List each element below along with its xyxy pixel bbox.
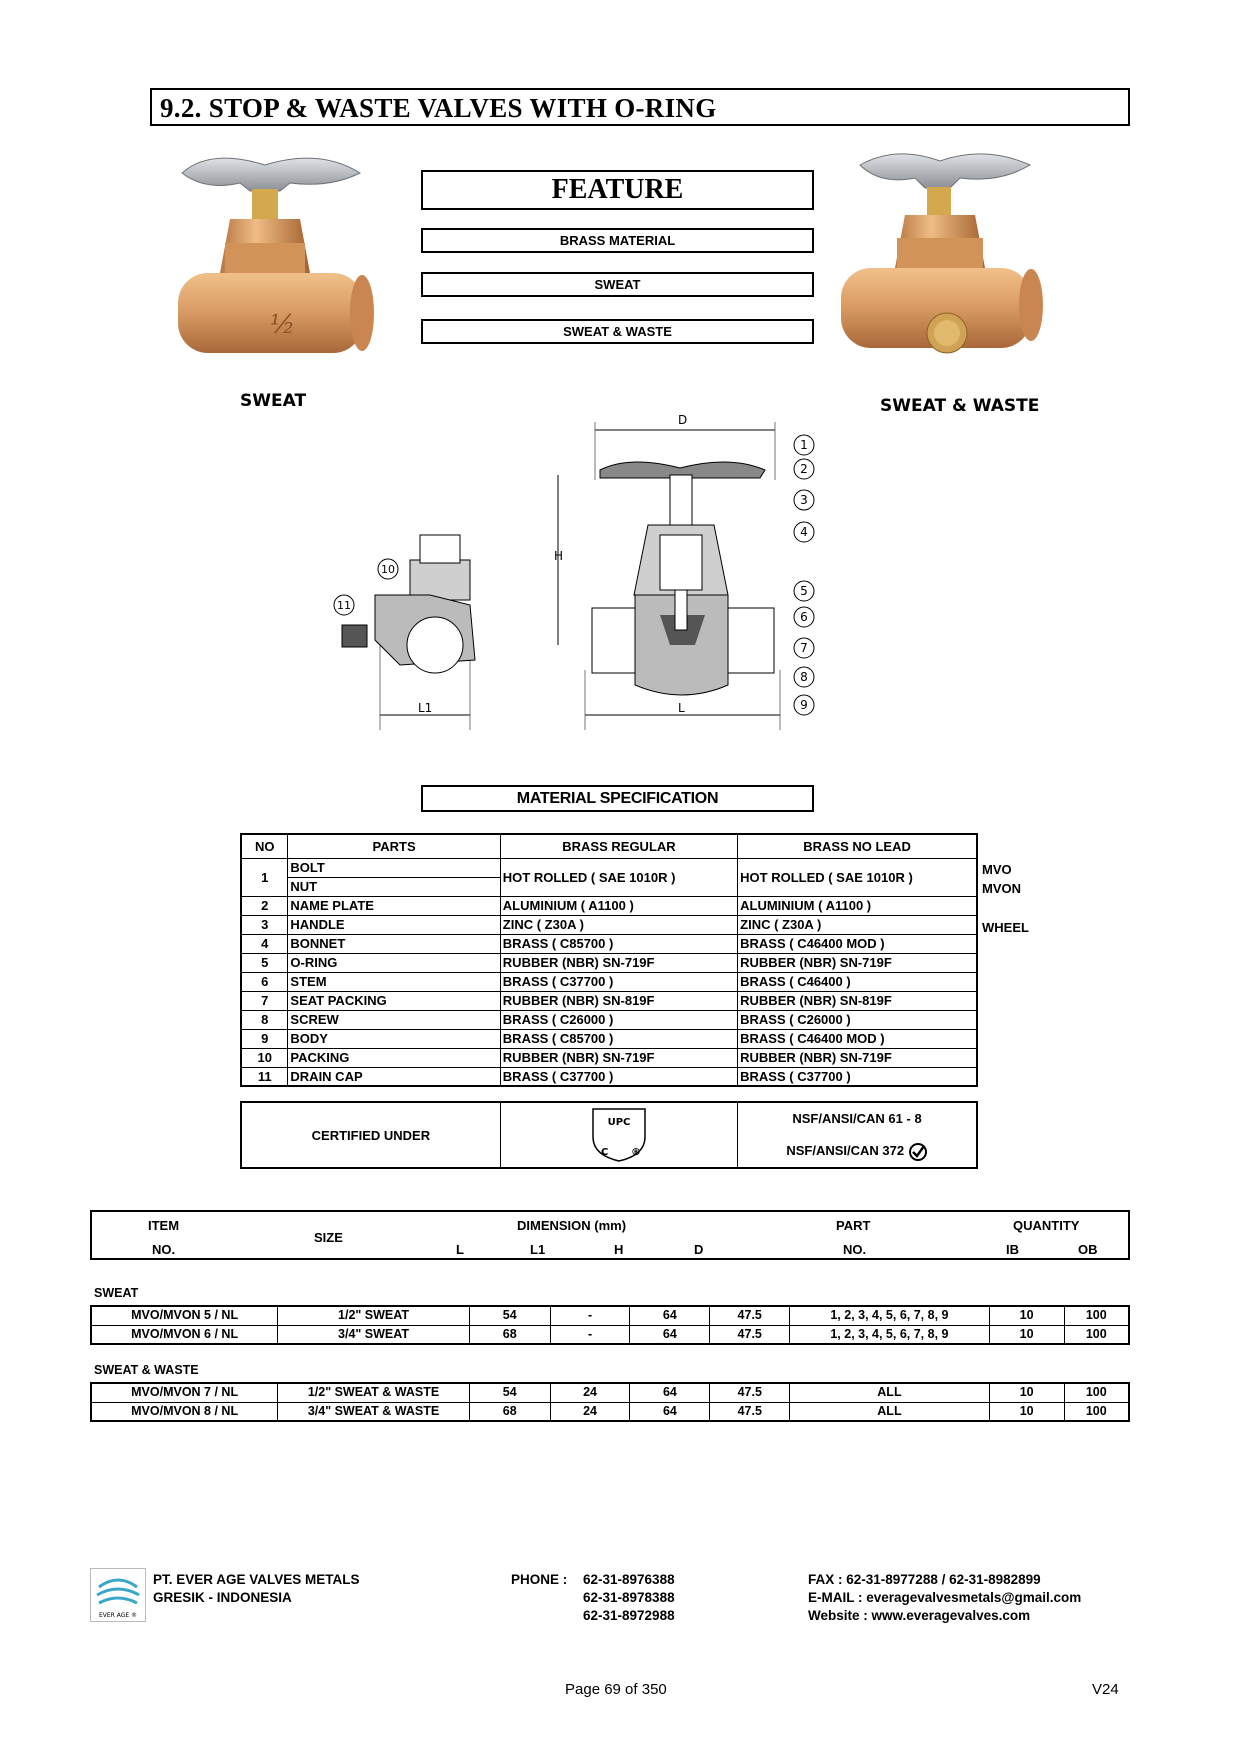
callout-3 (793, 489, 815, 516)
svg-text:1: 1 (800, 438, 808, 452)
svg-text:11: 11 (337, 599, 351, 612)
side-note-mvon: MVON (982, 881, 1021, 896)
callout-11 (333, 594, 355, 621)
hdr-size: SIZE (314, 1230, 343, 1245)
feature-item-sweat-waste: SWEAT & WASTE (421, 319, 814, 344)
sweat-valve-photo (170, 143, 400, 388)
valve-cross-section-diagram (330, 410, 850, 740)
company-name: PT. EVER AGE VALVES METALS (153, 1572, 360, 1587)
website-info: Website : www.everagevalves.com (808, 1608, 1031, 1623)
table-row: 1 BOLT HOT ROLLED ( SAE 1010R ) HOT ROLLED ( SAE 1010R ) (241, 858, 977, 877)
svg-text:EVER AGE ®: EVER AGE ® (98, 1612, 138, 1619)
hdr-part-no: NO. (843, 1242, 867, 1257)
upc-shield-icon (587, 1105, 651, 1163)
hdr-d: D (694, 1242, 704, 1257)
table-row: 11 DRAIN CAP BRASS ( C37700 ) BRASS ( C37700 ) (241, 1067, 977, 1086)
table-row: 2 NAME PLATE ALUMINIUM ( A1100 ) ALUMINIUM ( A1100 ) (241, 896, 977, 915)
callout-2 (793, 458, 815, 485)
table-row: 10 PACKING RUBBER (NBR) SN-719F RUBBER (NBR) SN-719F (241, 1048, 977, 1067)
hdr-no: NO. (152, 1242, 176, 1257)
svg-text:½: ½ (270, 310, 296, 340)
svg-text:3: 3 (800, 493, 808, 507)
hdr-ib: IB (1006, 1242, 1019, 1257)
hdr-l: L (456, 1242, 464, 1257)
svg-text:5: 5 (800, 584, 808, 598)
side-note-mvo: MVO (982, 862, 1012, 877)
version-label: V24 (1092, 1681, 1119, 1698)
group-label-sweat-waste: SWEAT & WASTE (94, 1363, 199, 1377)
hdr-l1: L1 (530, 1242, 546, 1257)
hdr-dimension: DIMENSION (mm) (517, 1218, 627, 1233)
standard-nsf-61: NSF/ANSI/CAN 61 - 8 (792, 1111, 922, 1126)
svg-text:2: 2 (800, 462, 808, 476)
callout-10 (377, 558, 399, 585)
phone-3: 62-31-8972988 (583, 1608, 675, 1623)
table-row: 8 SCREW BRASS ( C26000 ) BRASS ( C26000 ) (241, 1010, 977, 1029)
company-location: GRESIK - INDONESIA (153, 1590, 292, 1605)
table-row: 4 BONNET BRASS ( C85700 ) BRASS ( C46400 MOD ) (241, 934, 977, 953)
table-row: NUT (241, 877, 977, 896)
svg-text:10: 10 (381, 563, 395, 576)
table-row: MVO/MVON 7 / NL 1/2" SWEAT & WASTE 54 24 64 47.5 ALL 10 100 (91, 1383, 1129, 1402)
callout-9 (793, 694, 815, 721)
certified-under-label: CERTIFIED UNDER (241, 1102, 500, 1168)
feature-heading-text: FEATURE (551, 174, 684, 205)
fax-info: FAX : 62-31-8977288 / 62-31-8982899 (808, 1572, 1041, 1587)
table-row: 6 STEM BRASS ( C37700 ) BRASS ( C46400 ) (241, 972, 977, 991)
email-info: E-MAIL : everagevalvesmetals@gmail.com (808, 1590, 1082, 1605)
page-title-text: 9.2. STOP & WASTE VALVES WITH O-RING (160, 93, 717, 123)
svg-text:6: 6 (800, 610, 808, 624)
phone-1: 62-31-8976388 (583, 1572, 675, 1587)
sweat-waste-valve-photo (835, 143, 1060, 383)
hdr-h: H (614, 1242, 624, 1257)
table-row: 9 BODY BRASS ( C85700 ) BRASS ( C46400 MOD ) (241, 1029, 977, 1048)
sweat-caption: SWEAT (240, 391, 307, 411)
svg-text:®: ® (630, 1146, 641, 1158)
svg-text:7: 7 (800, 641, 808, 655)
table-row: MVO/MVON 5 / NL 1/2" SWEAT 54 - 64 47.5 1, 2, 3, 4, 5, 6, 7, 8, 9 10 100 (91, 1306, 1129, 1325)
phone-label: PHONE : (511, 1572, 568, 1587)
table-row: MVO/MVON 8 / NL 3/4" SWEAT & WASTE 68 24 64 47.5 ALL 10 100 (91, 1402, 1129, 1421)
hdr-item: ITEM (148, 1218, 180, 1233)
page-title (150, 88, 1130, 126)
page-number: Page 69 of 350 (565, 1681, 667, 1698)
upc-logo-cell (500, 1102, 737, 1168)
wave-logo-icon (91, 1569, 145, 1621)
certification-table (240, 1101, 978, 1169)
sweat-waste-table (90, 1382, 1130, 1422)
feature-item-sweat: SWEAT (421, 272, 814, 297)
callout-6 (793, 606, 815, 633)
dim-h-label: H (554, 549, 564, 563)
material-spec-heading: MATERIAL SPECIFICATION (421, 785, 814, 812)
material-spec-table (240, 833, 978, 1087)
table-row: 3 HANDLE ZINC ( Z30A ) ZINC ( Z30A ) (241, 915, 977, 934)
table-row: MVO/MVON 6 / NL 3/4" SWEAT 68 - 64 47.5 1, 2, 3, 4, 5, 6, 7, 8, 9 10 100 (91, 1325, 1129, 1344)
nsf-check-icon (908, 1142, 928, 1162)
phone-2: 62-31-8978388 (583, 1590, 675, 1605)
hdr-quantity: QUANTITY (1013, 1218, 1080, 1233)
dim-l-label: L (678, 701, 685, 715)
group-label-sweat: SWEAT (94, 1286, 139, 1300)
svg-text:9: 9 (800, 698, 808, 712)
feature-item-brass: BRASS MATERIAL (421, 228, 814, 253)
feature-heading (421, 170, 814, 210)
svg-text:UPC: UPC (607, 1116, 631, 1128)
callout-5 (793, 580, 815, 607)
sweat-waste-caption: SWEAT & WASTE (880, 396, 1040, 416)
dim-l1-label: L1 (418, 701, 433, 715)
hdr-ob: OB (1078, 1242, 1098, 1257)
hdr-part: PART (836, 1218, 871, 1233)
callout-8 (793, 666, 815, 693)
col-no: NO (241, 834, 288, 858)
svg-text:4: 4 (800, 525, 808, 539)
col-parts: PARTS (288, 834, 500, 858)
company-logo (90, 1568, 146, 1622)
table-header-row (241, 834, 977, 858)
table-row: 5 O-RING RUBBER (NBR) SN-719F RUBBER (NBR) SN-719F (241, 953, 977, 972)
svg-text:8: 8 (800, 670, 808, 684)
callout-1 (793, 434, 815, 461)
standard-nsf-372: NSF/ANSI/CAN 372 (786, 1143, 905, 1158)
sweat-table (90, 1305, 1130, 1345)
col-brass-regular: BRASS REGULAR (500, 834, 737, 858)
table-row: 7 SEAT PACKING RUBBER (NBR) SN-819F RUBBER (NBR) SN-819F (241, 991, 977, 1010)
callout-4 (793, 521, 815, 548)
dim-d-label: D (678, 413, 688, 427)
col-brass-no-lead: BRASS NO LEAD (738, 834, 977, 858)
svg-text:C: C (600, 1146, 609, 1158)
side-note-wheel: WHEEL (982, 920, 1029, 935)
callout-7 (793, 637, 815, 664)
